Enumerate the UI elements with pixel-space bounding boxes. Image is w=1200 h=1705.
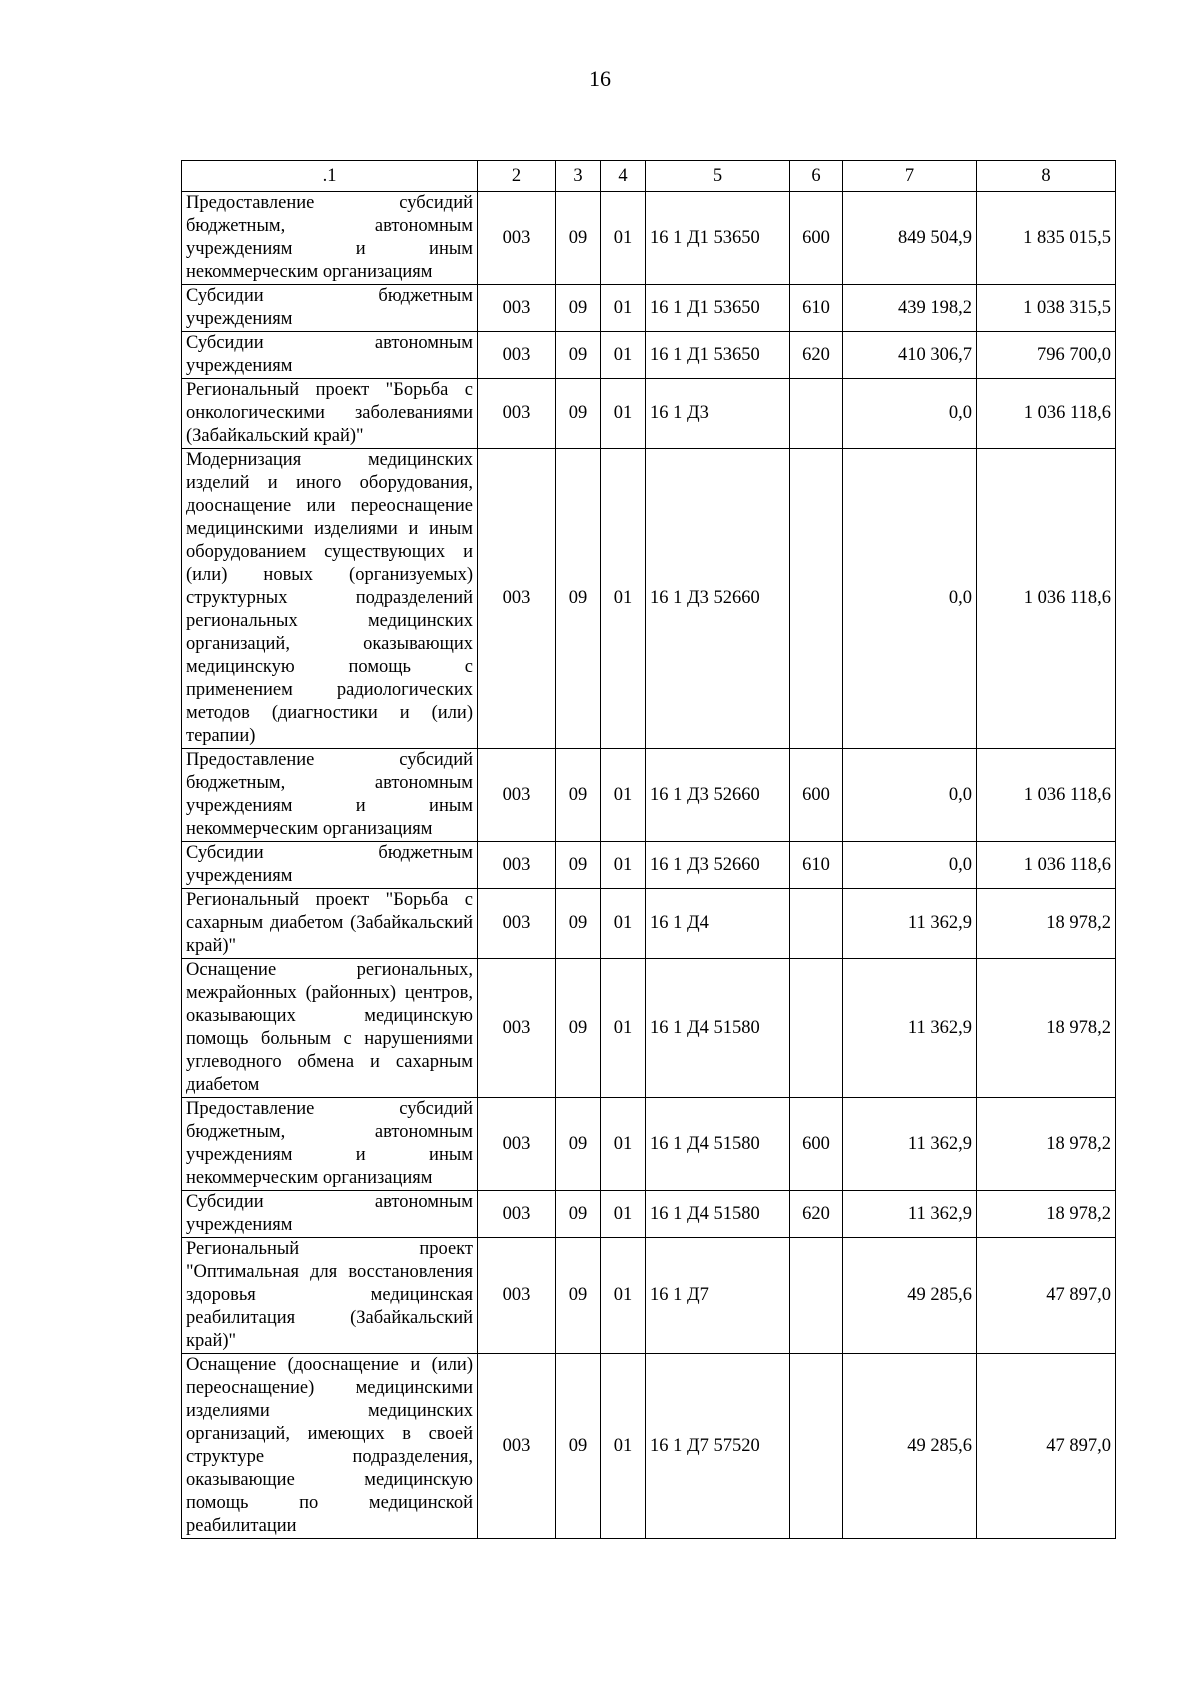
expense-type-cell: 600 [790,1098,843,1191]
section-cell: 09 [556,889,601,959]
table-row [182,1098,1116,1191]
table-row [182,192,1116,285]
header-cell-3: 3 [556,161,601,192]
expense-type-cell [790,959,843,1098]
admin-code-cell: 003 [478,285,556,332]
expense-type-cell: 610 [790,842,843,889]
subsection-cell: 01 [601,1238,646,1354]
subsection-cell: 01 [601,379,646,449]
admin-code-cell: 003 [478,889,556,959]
amount-col8-cell: 1 036 118,6 [977,449,1116,749]
header-cell-4: 4 [601,161,646,192]
amount-col8-cell: 18 978,2 [977,1098,1116,1191]
amount-col7-cell: 0,0 [843,449,977,749]
expense-type-cell: 620 [790,1191,843,1238]
amount-col8-cell: 18 978,2 [977,889,1116,959]
header-cell-1: .1 [182,161,478,192]
row-name-cell: Субсидии бюджетным учреждениям [182,285,478,332]
section-cell: 09 [556,1191,601,1238]
target-article-cell: 16 1 Д1 53650 [646,332,790,379]
target-article-cell: 16 1 Д4 [646,889,790,959]
amount-col8-cell: 47 897,0 [977,1354,1116,1539]
section-cell: 09 [556,749,601,842]
section-cell: 09 [556,192,601,285]
expense-type-cell: 620 [790,332,843,379]
row-name-cell: Предоставление субсидий бюджетным, автономным учреждениям и иным некоммерческим организациям [182,749,478,842]
section-cell: 09 [556,1098,601,1191]
amount-col7-cell: 0,0 [843,749,977,842]
amount-col8-cell: 18 978,2 [977,959,1116,1098]
section-cell: 09 [556,842,601,889]
table-row [182,889,1116,959]
section-cell: 09 [556,449,601,749]
amount-col7-cell: 439 198,2 [843,285,977,332]
subsection-cell: 01 [601,889,646,959]
row-name-cell: Модернизация медицинских изделий и иного оборудования, дооснащение или переоснащение медицинскими изделиями и иным оборудованием существующих и (или) новых (организуемых) структурных подразделений региональных медицинских организаций, оказывающих медицинскую помощь с применением радиологических методов (диагностики и (или) терапии) [182,449,478,749]
amount-col7-cell: 849 504,9 [843,192,977,285]
table-row [182,285,1116,332]
target-article-cell: 16 1 Д3 52660 [646,449,790,749]
row-name-cell: Оснащение региональных, межрайонных (районных) центров, оказывающих медицинскую помощь больным с нарушениями углеводного обмена и сахарным диабетом [182,959,478,1098]
row-name-cell: Субсидии бюджетным учреждениям [182,842,478,889]
table-row [182,959,1116,1098]
table-row [182,1191,1116,1238]
table-row [182,749,1116,842]
admin-code-cell: 003 [478,449,556,749]
amount-col8-cell: 1 036 118,6 [977,749,1116,842]
subsection-cell: 01 [601,749,646,842]
header-cell-5: 5 [646,161,790,192]
target-article-cell: 16 1 Д3 52660 [646,749,790,842]
subsection-cell: 01 [601,332,646,379]
amount-col7-cell: 11 362,9 [843,1191,977,1238]
row-name-cell: Предоставление субсидий бюджетным, автономным учреждениям и иным некоммерческим организациям [182,192,478,285]
header-cell-6: 6 [790,161,843,192]
admin-code-cell: 003 [478,192,556,285]
header-cell-8: 8 [977,161,1116,192]
admin-code-cell: 003 [478,959,556,1098]
row-name-cell: Субсидии автономным учреждениям [182,332,478,379]
section-cell: 09 [556,332,601,379]
row-name-cell: Региональный проект "Оптимальная для восстановления здоровья медицинская реабилитация (Забайкальский край)" [182,1238,478,1354]
subsection-cell: 01 [601,285,646,332]
admin-code-cell: 003 [478,379,556,449]
admin-code-cell: 003 [478,1191,556,1238]
amount-col7-cell: 11 362,9 [843,889,977,959]
expense-type-cell [790,1238,843,1354]
amount-col7-cell: 0,0 [843,842,977,889]
amount-col7-cell: 11 362,9 [843,1098,977,1191]
subsection-cell: 01 [601,192,646,285]
row-name-cell: Региональный проект "Борьба с сахарным диабетом (Забайкальский край)" [182,889,478,959]
subsection-cell: 01 [601,1354,646,1539]
section-cell: 09 [556,959,601,1098]
admin-code-cell: 003 [478,842,556,889]
row-name-cell: Региональный проект "Борьба с онкологическими заболеваниями (Забайкальский край)" [182,379,478,449]
row-name-cell: Предоставление субсидий бюджетным, автономным учреждениям и иным некоммерческим организациям [182,1098,478,1191]
target-article-cell: 16 1 Д4 51580 [646,1191,790,1238]
page-number: 16 [589,66,611,91]
expense-type-cell: 600 [790,749,843,842]
amount-col8-cell: 47 897,0 [977,1238,1116,1354]
subsection-cell: 01 [601,959,646,1098]
amount-col8-cell: 1 835 015,5 [977,192,1116,285]
target-article-cell: 16 1 Д4 51580 [646,959,790,1098]
amount-col8-cell: 1 038 315,5 [977,285,1116,332]
target-article-cell: 16 1 Д7 57520 [646,1354,790,1539]
target-article-cell: 16 1 Д3 [646,379,790,449]
admin-code-cell: 003 [478,1354,556,1539]
expense-type-cell [790,889,843,959]
header-row [182,161,1116,192]
subsection-cell: 01 [601,449,646,749]
section-cell: 09 [556,379,601,449]
amount-col7-cell: 410 306,7 [843,332,977,379]
table-row [182,842,1116,889]
amount-col7-cell: 49 285,6 [843,1354,977,1539]
expense-type-cell: 610 [790,285,843,332]
header-cell-2: 2 [478,161,556,192]
subsection-cell: 01 [601,1098,646,1191]
target-article-cell: 16 1 Д1 53650 [646,285,790,332]
table-row [182,379,1116,449]
target-article-cell: 16 1 Д1 53650 [646,192,790,285]
admin-code-cell: 003 [478,332,556,379]
amount-col8-cell: 18 978,2 [977,1191,1116,1238]
budget-table [181,160,1116,1539]
admin-code-cell: 003 [478,1098,556,1191]
section-cell: 09 [556,285,601,332]
table-row [182,1238,1116,1354]
target-article-cell: 16 1 Д7 [646,1238,790,1354]
amount-col8-cell: 1 036 118,6 [977,842,1116,889]
amount-col8-cell: 1 036 118,6 [977,379,1116,449]
amount-col8-cell: 796 700,0 [977,332,1116,379]
admin-code-cell: 003 [478,749,556,842]
subsection-cell: 01 [601,1191,646,1238]
expense-type-cell [790,449,843,749]
amount-col7-cell: 0,0 [843,379,977,449]
row-name-cell: Оснащение (дооснащение и (или) переоснащение) медицинскими изделиями медицинских организаций, имеющих в своей структуре подразделения, оказывающие медицинскую помощь по медицинской реабилитации [182,1354,478,1539]
header-cell-7: 7 [843,161,977,192]
section-cell: 09 [556,1354,601,1539]
table-row [182,449,1116,749]
expense-type-cell [790,1354,843,1539]
table-row [182,332,1116,379]
expense-type-cell [790,379,843,449]
amount-col7-cell: 11 362,9 [843,959,977,1098]
admin-code-cell: 003 [478,1238,556,1354]
section-cell: 09 [556,1238,601,1354]
row-name-cell: Субсидии автономным учреждениям [182,1191,478,1238]
table-row [182,1354,1116,1539]
amount-col7-cell: 49 285,6 [843,1238,977,1354]
expense-type-cell: 600 [790,192,843,285]
target-article-cell: 16 1 Д3 52660 [646,842,790,889]
target-article-cell: 16 1 Д4 51580 [646,1098,790,1191]
subsection-cell: 01 [601,842,646,889]
